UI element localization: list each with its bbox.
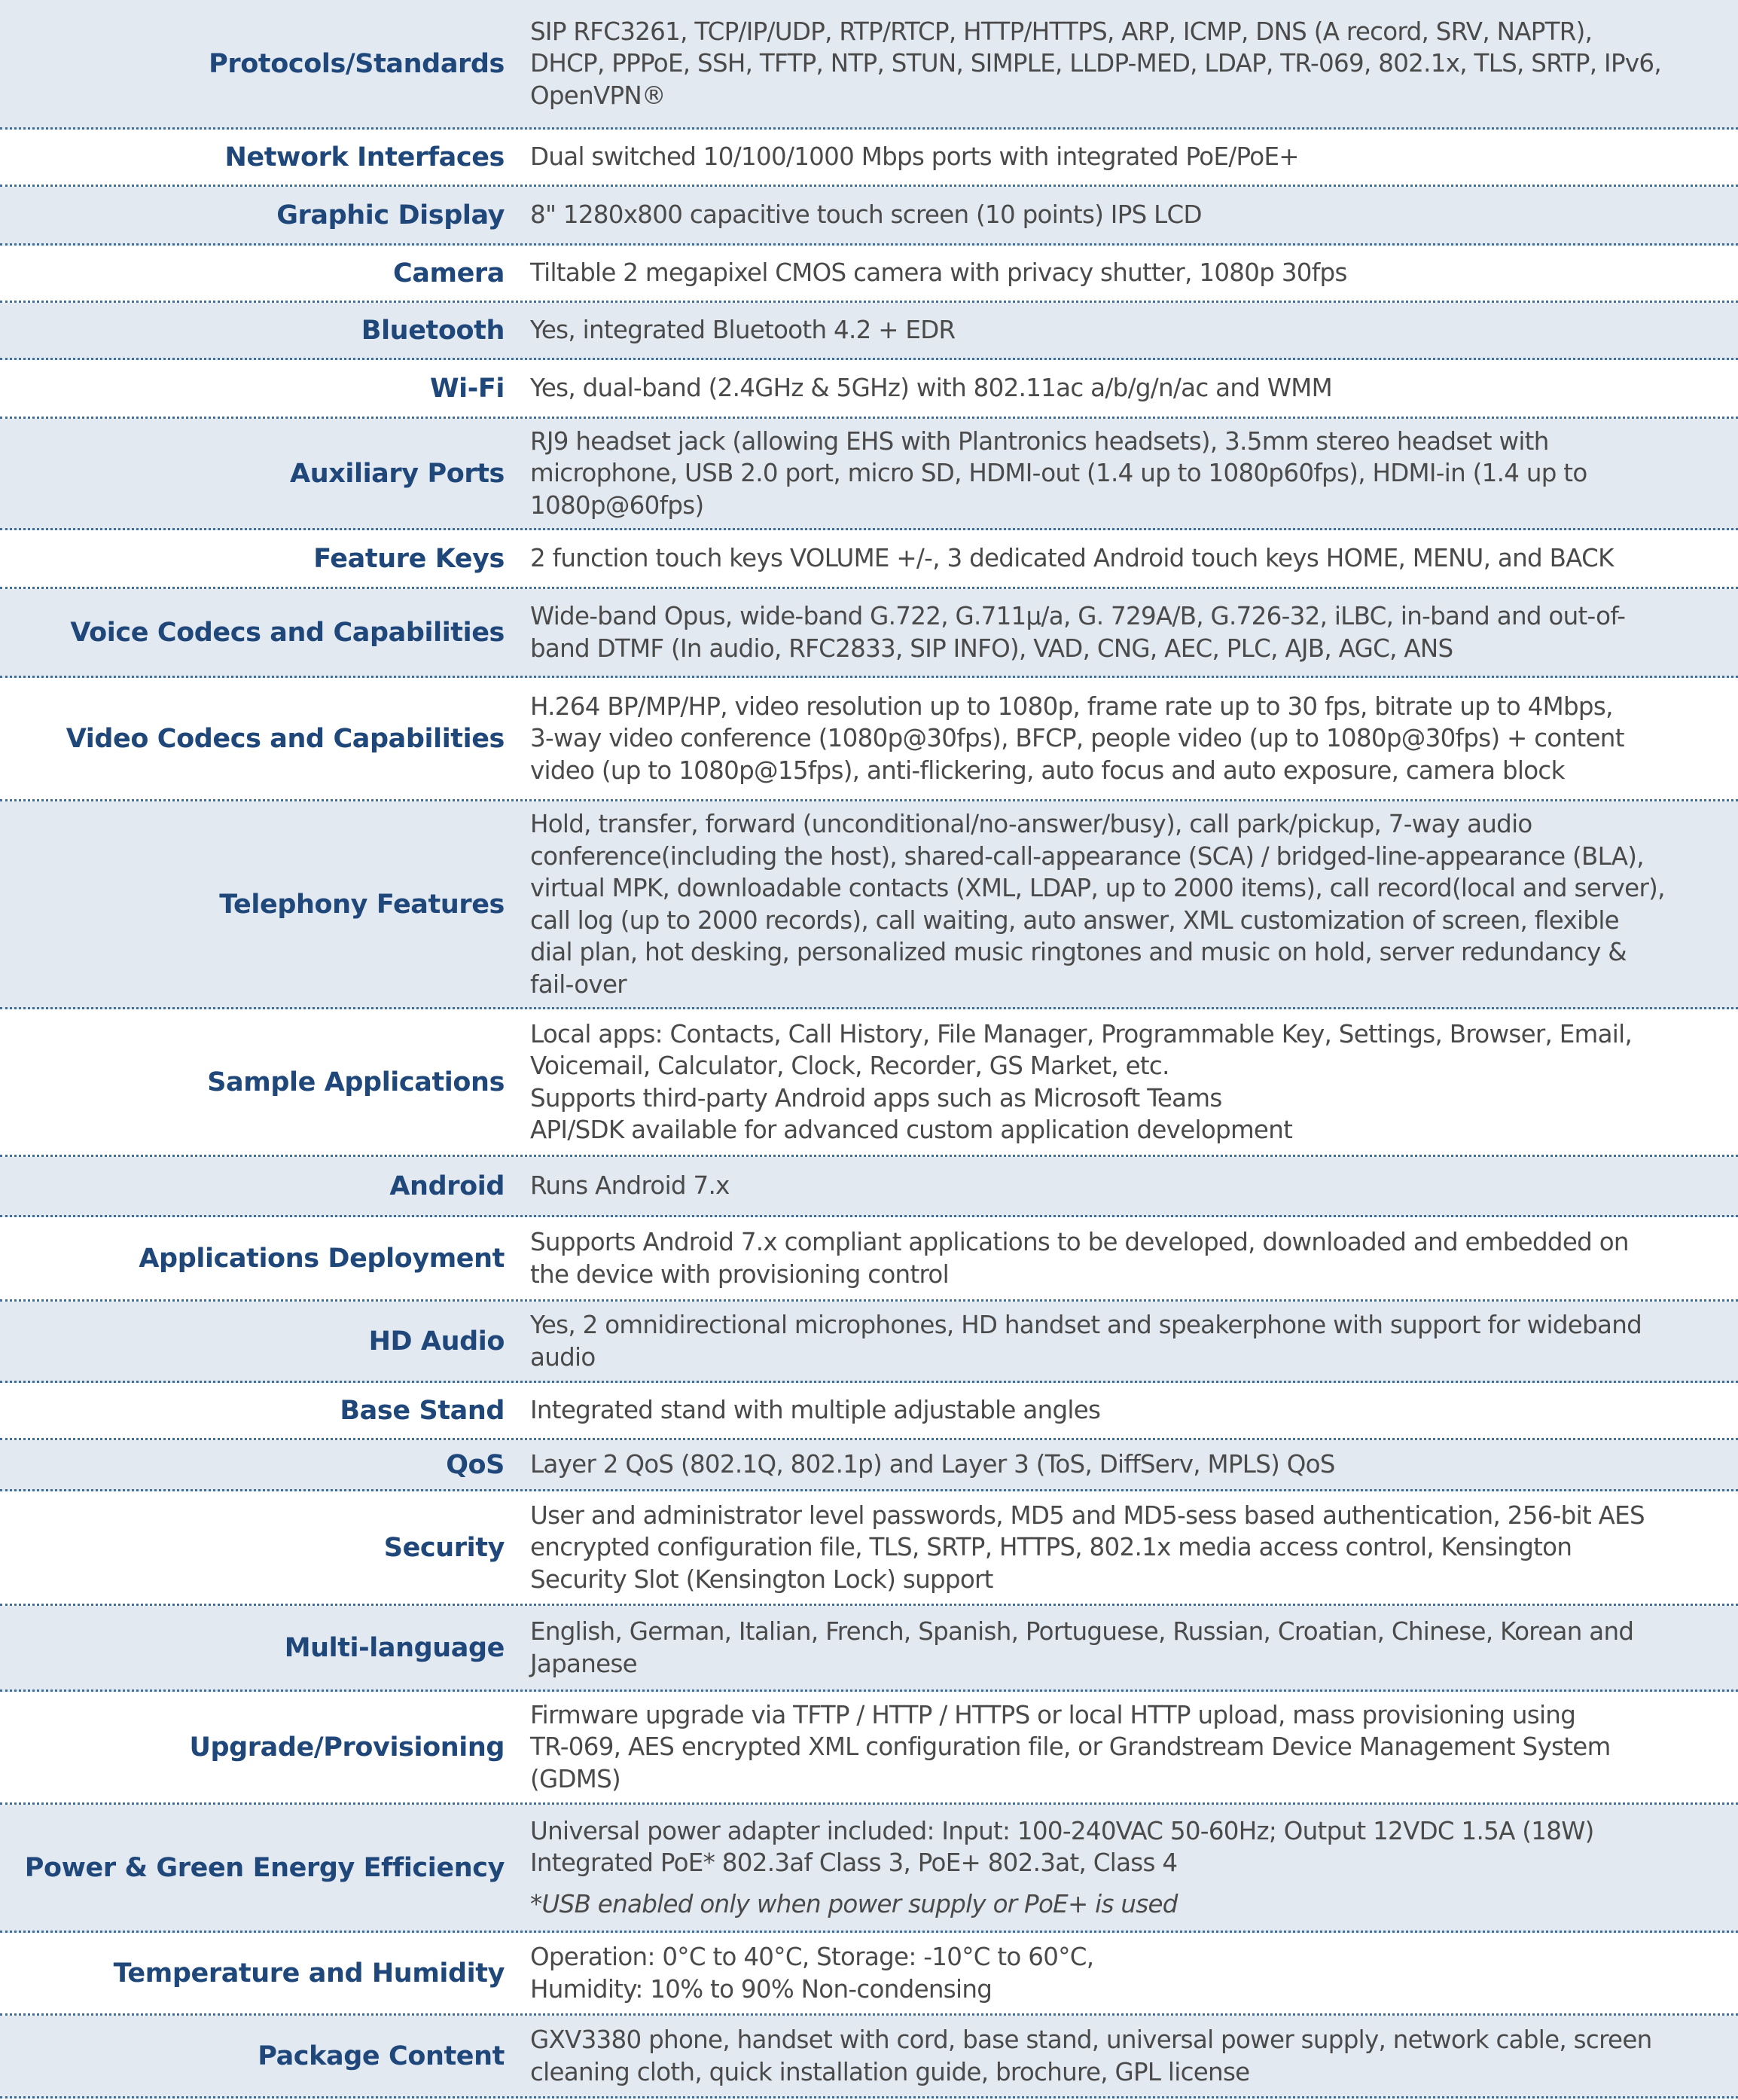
spec-label: Network Interfaces <box>224 142 505 172</box>
spec-label: Upgrade/Provisioning <box>189 1732 505 1763</box>
spec-value <box>506 542 1738 575</box>
spec-value <box>506 1815 1738 1921</box>
spec-label: Bluetooth <box>361 315 505 346</box>
spec-row-network-interfaces <box>0 130 1738 187</box>
spec-value <box>506 257 1738 289</box>
spec-value <box>506 1394 1738 1427</box>
spec-value-line: band DTMF (In audio, RFC2833, SIP INFO), VAD, CNG, AEC, PLC, AJB, AGC, ANS <box>530 633 1453 663</box>
spec-label: Multi-language <box>284 1632 505 1663</box>
spec-value-line: encrypted configuration file, TLS, SRTP, HTTPS, 802.1x media access control, Kensington <box>530 1533 1572 1562</box>
spec-value-line: audio <box>530 1342 596 1372</box>
spec-label: Graphic Display <box>276 200 505 230</box>
spec-value-line: Hold, transfer, forward (unconditional/no-answer/busy), call park/pickup, 7-way audio <box>530 810 1532 838</box>
spec-value <box>506 1941 1738 2005</box>
spec-value-line: Tiltable 2 megapixel CMOS camera with privacy shutter, 1080p 30fps <box>530 258 1347 288</box>
spec-row-video-codecs <box>0 678 1738 801</box>
spec-value-line: virtual MPK, downloadable contacts (XML, LDAP, up to 2000 items), call record(local and server), <box>530 874 1665 902</box>
spec-value-line: TR-069, AES encrypted XML configuration file, or Grandstream Device Management System <box>530 1732 1611 1762</box>
spec-label: QoS <box>446 1449 505 1480</box>
spec-value-line: fail-over <box>530 969 627 999</box>
spec-value-line: Supports Android 7.x compliant applications to be developed, downloaded and embedded on <box>530 1228 1629 1256</box>
spec-value-line: H.264 BP/MP/HP, video resolution up to 1080p, frame rate up to 30 fps, bitrate up to 4Mbps, <box>530 691 1613 721</box>
spec-label: Temperature and Humidity <box>113 1958 505 1989</box>
spec-value-line: video (up to 1080p@15fps), anti-flickering, auto focus and auto exposure, camera block <box>530 755 1565 785</box>
spec-value-line: dial plan, hot desking, personalized music ringtones and music on hold, server redundancy & <box>530 938 1627 966</box>
spec-value-line: (GDMS) <box>530 1764 621 1793</box>
spec-row-android <box>0 1157 1738 1217</box>
spec-value-line: 3-way video conference (1080p@30fps), BFCP, people video (up to 1080p@30fps) + content <box>530 724 1624 753</box>
spec-value <box>506 1448 1738 1481</box>
spec-row-upgrade-provisioning <box>0 1692 1738 1805</box>
spec-value <box>506 314 1738 346</box>
spec-value-line: SIP RFC3261, TCP/IP/UDP, RTP/RTCP, HTTP/HTTPS, ARP, ICMP, DNS (A record, SRV, NAPTR), <box>530 17 1593 46</box>
spec-row-feature-keys <box>0 530 1738 589</box>
spec-value-line: Integrated stand with multiple adjustable angles <box>530 1396 1101 1425</box>
spec-row-voice-codecs <box>0 589 1738 678</box>
spec-value-line: English, German, Italian, French, Spanish, Portuguese, Russian, Croatian, Chinese, Korean and <box>530 1617 1634 1646</box>
spec-value-line: Operation: 0°C to 40°C, Storage: -10°C to 60°C, <box>530 1943 1094 1971</box>
spec-row-power-energy <box>0 1805 1738 1933</box>
spec-label: Package Content <box>258 2040 505 2071</box>
spec-row-hd-audio <box>0 1302 1738 1383</box>
spec-value-line: 1080p@60fps) <box>530 490 704 520</box>
spec-value-line: Local apps: Contacts, Call History, File Manager, Programmable Key, Settings, Browser, Email, <box>530 1019 1633 1048</box>
spec-row-package-content <box>0 2016 1738 2098</box>
spec-value-line: Security Slot (Kensington Lock) support <box>530 1564 993 1594</box>
spec-value <box>506 2024 1738 2088</box>
spec-value <box>506 16 1738 112</box>
spec-value-line: 2 function touch keys VOLUME +/-, 3 dedicated Android touch keys HOME, MENU, and BACK <box>530 544 1614 573</box>
spec-value <box>506 691 1738 787</box>
spec-value <box>506 1309 1738 1373</box>
spec-value <box>506 372 1738 404</box>
spec-row-temperature-humidity <box>0 1933 1738 2016</box>
spec-row-graphic-display <box>0 187 1738 246</box>
spec-row-base-stand <box>0 1383 1738 1440</box>
spec-value-line: conference(including the host), shared-call-appearance (SCA) / bridged-line-appearance (BLA), <box>530 841 1644 871</box>
spec-value-line: cleaning cloth, quick installation guide, brochure, GPL license <box>530 2057 1250 2086</box>
spec-label: Telephony Features <box>219 889 505 920</box>
spec-label: Sample Applications <box>207 1067 505 1097</box>
spec-value <box>506 1018 1738 1146</box>
spec-value-line: RJ9 headset jack (allowing EHS with Plantronics headsets), 3.5mm stereo headset with <box>530 426 1549 456</box>
spec-row-auxiliary-ports <box>0 419 1738 530</box>
spec-value-line: User and administrator level passwords, MD5 and MD5-sess based authentication, 256-bit AES <box>530 1500 1645 1530</box>
spec-value <box>506 1226 1738 1290</box>
spec-value-line: microphone, USB 2.0 port, micro SD, HDMI-out (1.4 up to 1080p60fps), HDMI-in (1.4 up to <box>530 459 1587 488</box>
spec-label: Power & Green Energy Efficiency <box>24 1852 505 1883</box>
spec-row-applications-deployment <box>0 1217 1738 1302</box>
spec-value-line: the device with provisioning control <box>530 1259 949 1289</box>
spec-label: Security <box>383 1532 505 1563</box>
spec-value-line: Japanese <box>530 1649 637 1678</box>
spec-value <box>506 426 1738 522</box>
spec-value-line: Voicemail, Calculator, Clock, Recorder, GS Market, etc. <box>530 1052 1169 1080</box>
spec-value <box>506 1699 1738 1796</box>
spec-row-telephony-features <box>0 801 1738 1009</box>
spec-value-line: 8" 1280x800 capacitive touch screen (10 points) IPS LCD <box>530 200 1202 230</box>
spec-value-line: Humidity: 10% to 90% Non-condensing <box>530 1974 992 2004</box>
spec-value-line: Universal power adapter included: Input: 100-240VAC 50-60Hz; Output 12VDC 1.5A (18W) <box>530 1816 1594 1845</box>
spec-row-bluetooth <box>0 303 1738 360</box>
spec-value <box>506 141 1738 173</box>
spec-value <box>506 1170 1738 1202</box>
spec-row-security <box>0 1491 1738 1606</box>
spec-label: Protocols/Standards <box>209 48 505 79</box>
spec-value <box>506 1500 1738 1596</box>
spec-value-line: Firmware upgrade via TFTP / HTTP / HTTPS or local HTTP upload, mass provisioning using <box>530 1700 1576 1729</box>
spec-row-sample-applications <box>0 1009 1738 1157</box>
spec-value <box>506 808 1738 1000</box>
spec-value-line: Yes, integrated Bluetooth 4.2 + EDR <box>530 316 956 345</box>
spec-value <box>506 199 1738 231</box>
spec-label: Video Codecs and Capabilities <box>66 723 505 754</box>
spec-label: Auxiliary Ports <box>290 458 505 489</box>
spec-label: Voice Codecs and Capabilities <box>70 617 505 648</box>
spec-value-line: Layer 2 QoS (802.1Q, 802.1p) and Layer 3 (ToS, DiffServ, MPLS) QoS <box>530 1450 1335 1479</box>
spec-label: Wi-Fi <box>429 373 505 404</box>
spec-label: Camera <box>393 258 505 288</box>
spec-label: Feature Keys <box>313 543 505 574</box>
spec-value-footnote: *USB enabled only when power supply or PoE+ is used <box>530 1889 1178 1918</box>
spec-label: Android <box>389 1171 505 1201</box>
spec-row-multi-language <box>0 1606 1738 1692</box>
spec-value <box>506 600 1738 664</box>
spec-row-wi-fi <box>0 360 1738 419</box>
spec-row-protocols-standards <box>0 0 1738 130</box>
spec-value-line: DHCP, PPPoE, SSH, TFTP, NTP, STUN, SIMPLE, LLDP-MED, LDAP, TR-069, 802.1x, TLS, SRTP, IPv6, <box>530 49 1661 78</box>
spec-row-qos <box>0 1440 1738 1491</box>
spec-value-line: Runs Android 7.x <box>530 1171 730 1201</box>
spec-value-line: GXV3380 phone, handset with cord, base stand, universal power supply, network cable, screen <box>530 2025 1652 2054</box>
spec-value-line: Integrated PoE* 802.3af Class 3, PoE+ 802.3at, Class 4 <box>530 1848 1178 1878</box>
spec-label: Applications Deployment <box>139 1243 505 1274</box>
spec-value-line: call log (up to 2000 records), call waiting, auto answer, XML customization of screen, flexible <box>530 905 1619 935</box>
spec-label: Base Stand <box>340 1395 505 1426</box>
spec-value-line: API/SDK available for advanced custom application development <box>530 1116 1293 1144</box>
spec-value <box>506 1616 1738 1680</box>
spec-row-camera <box>0 246 1738 303</box>
spec-value-line: Dual switched 10/100/1000 Mbps ports with integrated PoE/PoE+ <box>530 142 1299 172</box>
spec-value-line: Supports third-party Android apps such as Microsoft Teams <box>530 1083 1222 1113</box>
spec-value-line: Wide-band Opus, wide-band G.722, G.711µ/a, G. 729A/B, G.726-32, iLBC, in-band and out-of- <box>530 602 1626 630</box>
spec-value-line: Yes, 2 omnidirectional microphones, HD handset and speakerphone with support for wideband <box>530 1311 1642 1339</box>
spec-value-line: Yes, dual-band (2.4GHz & 5GHz) with 802.11ac a/b/g/n/ac and WMM <box>530 374 1332 403</box>
spec-label: HD Audio <box>368 1326 505 1357</box>
spec-value-line: OpenVPN® <box>530 81 666 110</box>
